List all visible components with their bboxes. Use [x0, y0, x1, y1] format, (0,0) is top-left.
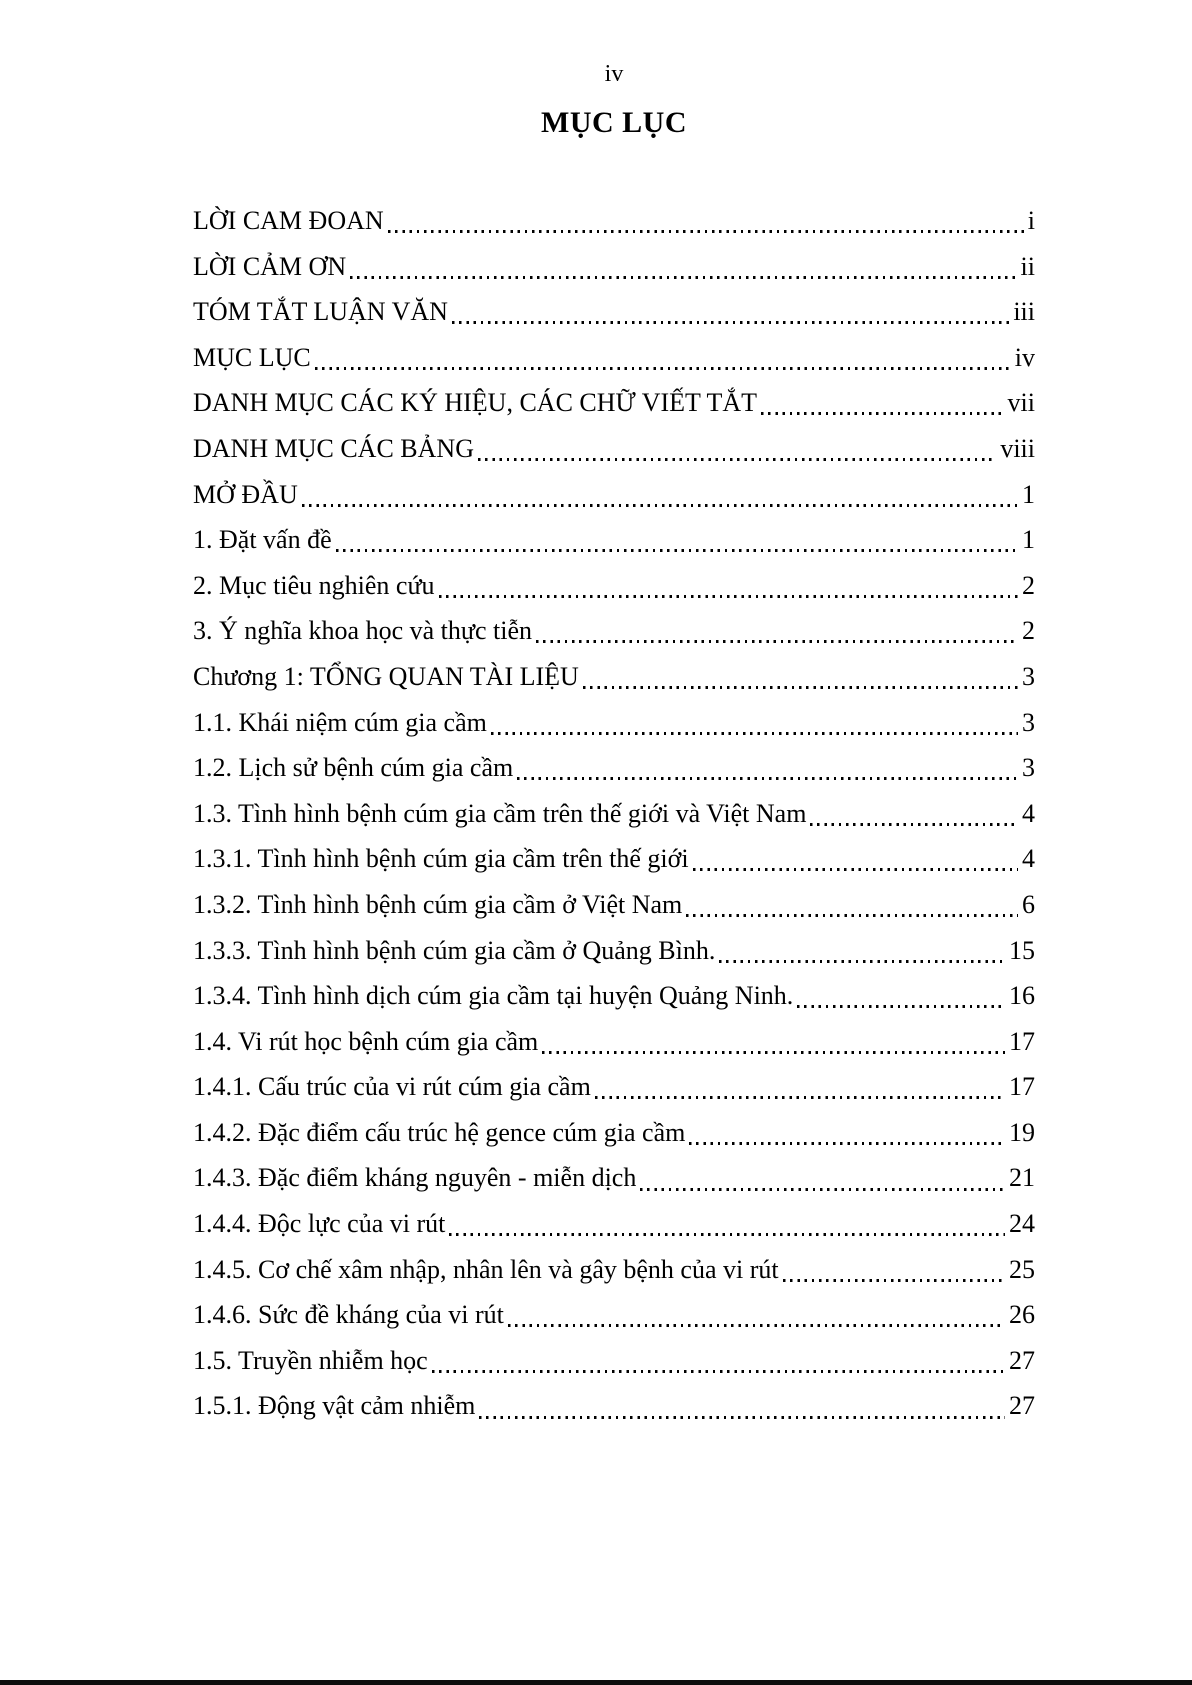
toc-entry-label: 1. Đặt vấn đề [193, 525, 332, 555]
toc-entry [193, 700, 1035, 746]
toc-entry-label: DANH MỤC CÁC KÝ HIỆU, CÁC CHỮ VIẾT TẮT [193, 388, 758, 418]
dot-leader [302, 504, 1018, 507]
toc-entry-label: DANH MỤC CÁC BẢNG [193, 433, 474, 463]
toc-entry [193, 289, 1035, 335]
toc-entry-page-number: iv [1014, 342, 1035, 372]
toc-entry [193, 380, 1035, 426]
dot-leader [719, 960, 1005, 963]
dot-leader [783, 1279, 1005, 1282]
toc-entry-page-number: ii [1020, 251, 1035, 281]
toc-entry-page-number: 3 [1022, 707, 1035, 737]
dot-leader [508, 1324, 1005, 1327]
dot-leader [761, 412, 1004, 415]
toc-entry-page-number: 17 [1009, 1026, 1035, 1056]
toc-entry-label: 1.3.3. Tình hình bệnh cúm gia cầm ở Quảng Bình. [193, 935, 716, 965]
toc-entry [193, 973, 1035, 1019]
dot-leader [797, 1005, 1005, 1008]
toc-entry [193, 928, 1035, 974]
toc-entry-page-number: 19 [1009, 1117, 1035, 1147]
toc-entry-page-number: 6 [1022, 889, 1035, 919]
toc-entry [193, 563, 1035, 609]
dot-leader [452, 321, 1009, 324]
toc-entry-page-number: vii [1007, 388, 1035, 418]
dot-leader [491, 732, 1018, 735]
toc-entry [193, 836, 1035, 882]
toc-entry-page-number: 15 [1009, 935, 1035, 965]
toc-entry-label: TÓM TẮT LUẬN VĂN [193, 297, 448, 327]
dot-leader [517, 777, 1018, 780]
toc-entry [193, 654, 1035, 700]
toc-entry-label: 1.3. Tình hình bệnh cúm gia cầm trên thế giới và Việt Nam [193, 798, 807, 828]
toc-entry-page-number: 16 [1009, 981, 1035, 1011]
toc-entry [193, 608, 1035, 654]
dot-leader [315, 367, 1011, 370]
dot-leader [478, 458, 996, 461]
toc-entry-page-number: 1 [1022, 525, 1035, 555]
dot-leader [432, 1370, 1005, 1373]
toc-entry-page-number: 2 [1022, 570, 1035, 600]
toc-entry [193, 335, 1035, 381]
toc-entry-page-number: iii [1013, 297, 1035, 327]
page-title: MỤC LỤC [541, 106, 687, 139]
toc-entry-label: 1.4.5. Cơ chế xâm nhập, nhân lên và gây bệnh của vi rút [193, 1254, 779, 1284]
toc-entry-page-number: 4 [1022, 844, 1035, 874]
dot-leader [640, 1188, 1005, 1191]
toc-list [193, 198, 1035, 1429]
toc-entry [193, 426, 1035, 472]
toc-entry-page-number: i [1027, 206, 1035, 235]
toc-entry [193, 1019, 1035, 1065]
toc-entry [193, 1383, 1035, 1429]
toc-entry-label: MỤC LỤC [193, 342, 311, 372]
toc-entry-label: LỜI CAM ĐOAN [193, 206, 384, 235]
toc-entry-label: 1.3.2. Tình hình bệnh cúm gia cầm ở Việt Nam [193, 889, 683, 919]
toc-entry-label: 1.5. Truyền nhiễm học [193, 1345, 428, 1375]
toc-entry-label: 1.2. Lịch sử bệnh cúm gia cầm [193, 753, 514, 783]
toc-entry-label: 1.4.2. Đặc điểm cấu trúc hệ gence cúm gia cầm [193, 1117, 686, 1147]
dot-leader [336, 549, 1018, 552]
toc-entry-page-number: 17 [1009, 1072, 1035, 1102]
toc-entry-page-number: viii [1000, 433, 1035, 463]
toc-entry-page-number: 3 [1022, 661, 1035, 691]
toc-entry [193, 1064, 1035, 1110]
toc-entry-label: 1.4.3. Đặc điểm kháng nguyên - miễn dịch [193, 1163, 637, 1193]
toc-entry [193, 1292, 1035, 1338]
toc-entry [193, 1201, 1035, 1247]
dot-leader [542, 1051, 1005, 1054]
dot-leader [350, 276, 1016, 279]
toc-entry [193, 198, 1035, 244]
toc-entry-label: 2. Mục tiêu nghiên cứu [193, 570, 435, 600]
toc-entry-page-number: 2 [1022, 616, 1035, 646]
toc-entry [193, 1338, 1035, 1384]
toc-entry [193, 882, 1035, 928]
toc-entry-page-number: 3 [1022, 753, 1035, 783]
toc-entry-label: 1.3.4. Tình hình dịch cúm gia cầm tại huyện Quảng Ninh. [193, 981, 794, 1011]
toc-entry-label: 1.5.1. Động vật cảm nhiễm [193, 1391, 476, 1421]
dot-leader [686, 914, 1018, 917]
toc-entry [193, 745, 1035, 791]
dot-leader [388, 230, 1024, 233]
dot-leader [689, 1142, 1005, 1145]
dot-leader [449, 1233, 1005, 1236]
dot-leader [479, 1416, 1005, 1419]
toc-entry-label: MỞ ĐẦU [193, 479, 298, 509]
toc-entry-page-number: 25 [1009, 1254, 1035, 1284]
toc-entry-page-number: 24 [1009, 1209, 1035, 1239]
toc-entry-label: 1.4.6. Sức đề kháng của vi rút [193, 1300, 504, 1330]
page-content [193, 0, 1035, 1429]
page-number-header: iv [604, 61, 624, 87]
toc-entry [193, 472, 1035, 518]
toc-entry-page-number: 26 [1009, 1300, 1035, 1330]
toc-entry [193, 1110, 1035, 1156]
dot-leader [810, 823, 1018, 826]
toc-entry-page-number: 27 [1009, 1391, 1035, 1421]
toc-entry [193, 244, 1035, 290]
toc-entry [193, 1155, 1035, 1201]
toc-entry-page-number: 21 [1009, 1163, 1035, 1193]
toc-entry-page-number: 4 [1022, 798, 1035, 828]
toc-entry-label: 1.3.1. Tình hình bệnh cúm gia cầm trên thế giới [193, 844, 689, 874]
toc-entry-label: 3. Ý nghĩa khoa học và thực tiễn [193, 616, 533, 646]
toc-entry-label: 1.4.4. Độc lực của vi rút [193, 1209, 446, 1239]
dot-leader [595, 1096, 1005, 1099]
toc-entry-label: LỜI CẢM ƠN [193, 251, 347, 281]
toc-entry [193, 791, 1035, 837]
dot-leader [693, 868, 1018, 871]
toc-entry-label: 1.1. Khái niệm cúm gia cầm [193, 707, 487, 737]
scan-edge-bar [0, 1680, 1192, 1685]
dot-leader [583, 686, 1018, 689]
toc-entry-label: 1.4. Vi rút học bệnh cúm gia cầm [193, 1026, 539, 1056]
toc-entry-page-number: 1 [1022, 479, 1035, 509]
dot-leader [536, 640, 1018, 643]
toc-entry-label: Chương 1: TỔNG QUAN TÀI LIỆU [193, 661, 579, 691]
toc-entry-label: 1.4.1. Cấu trúc của vi rút cúm gia cầm [193, 1072, 591, 1102]
toc-entry [193, 517, 1035, 563]
dot-leader [439, 595, 1018, 598]
toc-entry [193, 1247, 1035, 1293]
toc-entry-page-number: 27 [1009, 1345, 1035, 1375]
